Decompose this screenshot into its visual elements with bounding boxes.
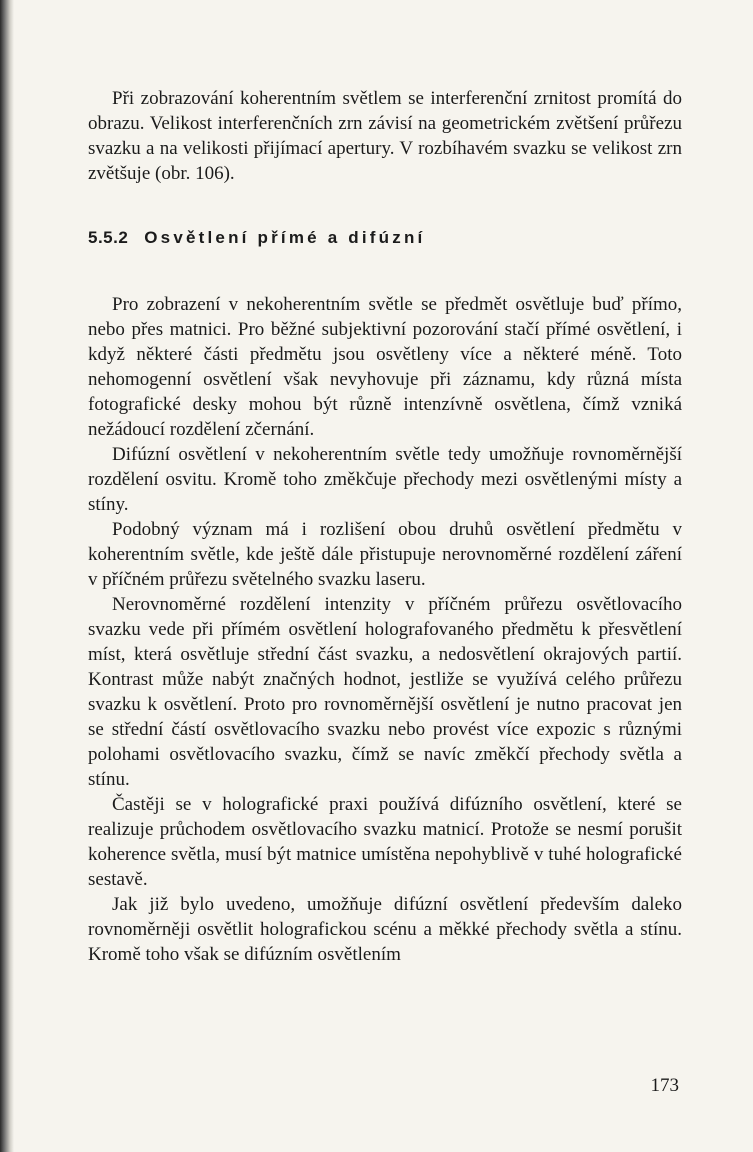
section-heading	[88, 228, 682, 248]
section-title: Osvětlení přímé a difúzní	[144, 228, 426, 247]
paragraph: Častěji se v holografické praxi používá difúzního osvětlení, které se realizuje průchodem osvětlovacího svazku matnicí. Protože se nesmí porušit koherence světla, musí být matnice umístěna nepohyblivě v tuhé holografické sestavě.	[88, 794, 682, 890]
paragraph: Jak již bylo uvedeno, umožňuje difúzní osvětlení především daleko rovnoměrněji osvětlit holografickou scénu a měkké přechody světla a stínu. Kromě toho však se difúzním osvětlením	[88, 894, 682, 965]
page-number: 173	[650, 1075, 679, 1096]
book-spine-shadow	[0, 0, 14, 1152]
paragraph: Pro zobrazení v nekoherentním světle se předmět osvětluje buď přímo, nebo přes matnici. Pro běžné subjektivní pozorování stačí přímé osvětlení, i když některé části předmětu jsou osvětleny více a některé méně. Toto nehomogenní osvětlení však nevyhovuje při záznamu, kdy různá místa fotografické desky mohou být různě intenzívně osvětlena, čímž vzniká nežádoucí rozdělení zčernání.	[88, 294, 682, 440]
section-number: 5.5.2	[88, 228, 129, 247]
intro-paragraph: Při zobrazování koherentním světlem se interferenční zrnitost promítá do obrazu. Velikost interferenčních zrn závisí na geometrickém zvětšení průřezu svazku a na velikosti přijímací apertury. V rozbíhavém svazku se velikost zrn zvětšuje (obr. 106).	[88, 88, 682, 184]
page-body	[88, 86, 682, 967]
paragraph: Podobný význam má i rozlišení obou druhů osvětlení předmětu v koherentním světle, kde ještě dále přistupuje nerovnoměrné rozdělení záření v příčném průřezu světelného svazku laseru.	[88, 519, 682, 590]
paragraph: Difúzní osvětlení v nekoherentním světle tedy umožňuje rovnoměrnější rozdělení osvitu. Kromě toho změkčuje přechody mezi osvětlenými místy a stíny.	[88, 444, 682, 515]
paragraph: Nerovnoměrné rozdělení intenzity v příčném průřezu osvětlovacího svazku vede při přímém osvětlení holografovaného předmětu k přesvětlení míst, která osvětluje střední část svazku, a nedosvětlení okrajových partií. Kontrast může nabýt značných hodnot, jestliže se využívá celého průřezu svazku k osvětlení. Proto pro rovnoměrnější osvětlení je nutno pracovat jen se střední částí osvětlovacího svazku nebo provést více expozic s různými polohami osvětlovacího svazku, čímž se navíc změkčí přechody světla a stínu.	[88, 594, 682, 790]
